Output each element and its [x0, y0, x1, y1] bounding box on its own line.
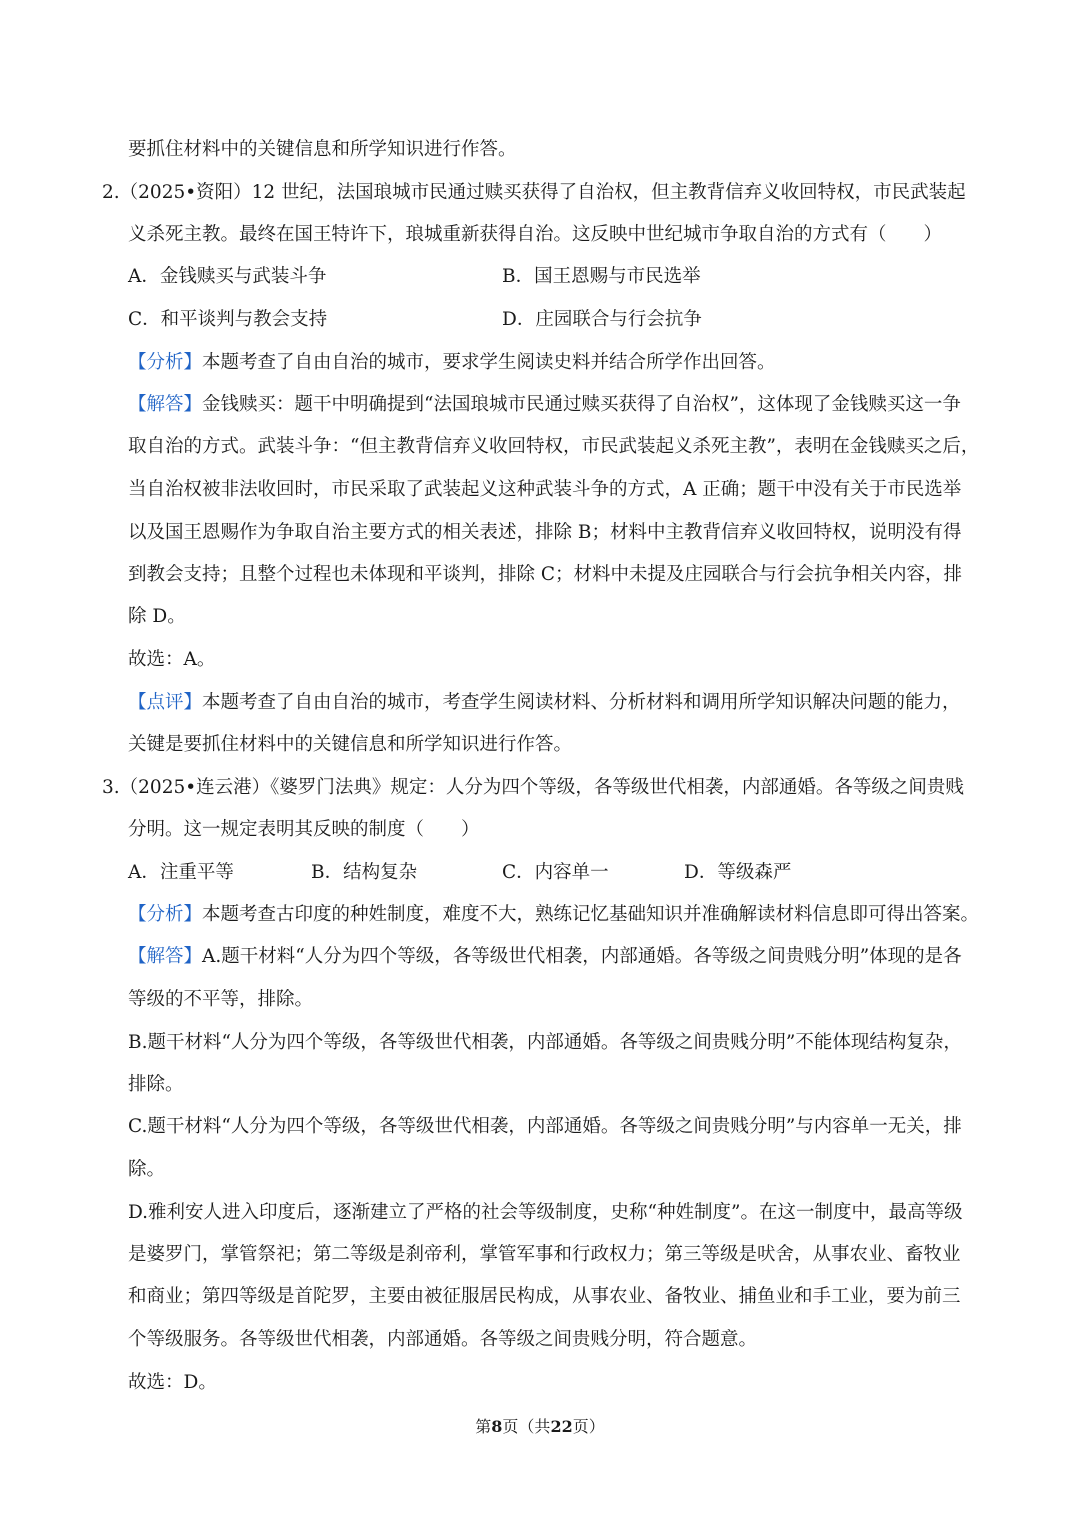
q3-choice: 故选：D。 [128, 1372, 217, 1393]
q3-answer-b-line1: B.题干材料“人分为四个等级，各等级世代相袭，内部通婚。各等级之间贵贱分明”不能体现结构复杂， [128, 1032, 962, 1053]
q3-option-a: A．注重平等 [128, 862, 234, 883]
q3-option-c: C．内容单一 [502, 862, 609, 883]
q2-analysis-text: 本题考查了自由自治的城市，要求学生阅读史料并结合所学作出回答。 [202, 352, 776, 373]
q3-answer-c-line1: C.题干材料“人分为四个等级，各等级世代相袭，内部通婚。各等级之间贵贱分明”与内容单一无关，排 [128, 1116, 962, 1137]
q2-answer-line6: 除 D。 [128, 606, 186, 627]
footer-prefix: 第 [475, 1417, 492, 1436]
q2-answer-text1: 金钱赎买：题干中明确提到“法国琅城市民通过赎买获得了自治权”，这体现了金钱赎买这一争 [202, 394, 961, 415]
q3-analysis-label: 【分析】 [128, 904, 203, 925]
q3-answer-a-text1: A.题干材料“人分为四个等级，各等级世代相袭，内部通婚。各等级之间贵贱分明”体现的是各 [202, 946, 962, 967]
q2-comment-line2: 关键是要抓住材料中的关键信息和所学知识进行作答。 [128, 734, 573, 755]
q2-stem-line1: 2.（2025•资阳）12 世纪，法国琅城市民通过赎买获得了自治权，但主教背信弃义收回特权，市民武装起 [102, 182, 966, 203]
q2-option-d: D．庄园联合与行会抗争 [502, 309, 702, 330]
q2-option-b: B．国王恩赐与市民选举 [502, 266, 701, 287]
q3-stem-line1: 3.（2025•连云港）《婆罗门法典》规定：人分为四个等级，各等级世代相袭，内部通婚。各等级之间贵贱 [102, 777, 964, 798]
footer-total-pages: 22 [550, 1417, 573, 1436]
q2-choice: 故选：A。 [128, 649, 216, 670]
q2-answer-line3: 当自治权被非法收回时，市民采取了武装起义这种武装斗争的方式，A 正确；题干中没有关于市民选举 [128, 479, 962, 500]
page-footer [0, 1414, 1080, 1437]
q3-answer-d-line1: D.雅利安人进入印度后，逐渐建立了严格的社会等级制度，史称“种姓制度”。在这一制度中，最高等级 [128, 1202, 963, 1223]
q2-answer-line5: 到教会支持；且整个过程也未体现和平谈判，排除 C；材料中未提及庄园联合与行会抗争相关内容，排 [128, 564, 963, 585]
q3-answer-a-line2: 等级的不平等，排除。 [128, 989, 314, 1010]
q2-stem-line2: 义杀死主教。最终在国王特许下，琅城重新获得自治。这反映中世纪城市争取自治的方式有（ ） [128, 224, 943, 245]
footer-suffix: 页） [572, 1417, 605, 1436]
q2-answer-line1 [0, 392, 1080, 418]
q2-option-a: A．金钱赎买与武装斗争 [128, 266, 327, 287]
q3-answer-a-line1 [0, 944, 1080, 970]
q3-answer-label: 【解答】 [128, 946, 203, 967]
q2-answer-line2: 取自治的方式。武装斗争：“但主教背信弃义收回特权，市民武装起义杀死主教”，表明在金钱赎买之后， [128, 436, 980, 457]
q2-analysis [0, 350, 1080, 376]
q3-answer-c-line2: 除。 [128, 1159, 166, 1180]
q2-option-c: C．和平谈判与教会支持 [128, 309, 328, 330]
q3-answer-b-line2: 排除。 [128, 1074, 184, 1095]
q3-stem-line2: 分明。这一规定表明其反映的制度（ ） [128, 819, 480, 840]
q3-answer-d-line2: 是婆罗门，掌管祭祀；第二等级是刹帝利，掌管军事和行政权力；第三等级是吠舍，从事农业、畜牧业 [128, 1244, 961, 1265]
q2-comment-text1: 本题考查了自由自治的城市，考查学生阅读材料、分析材料和调用所学知识解决问题的能力， [202, 692, 961, 713]
q3-analysis-text: 本题考查古印度的种姓制度，难度不大，熟练记忆基础知识并准确解读材料信息即可得出答案。 [202, 904, 980, 925]
q2-answer-line4: 以及国王恩赐作为争取自治主要方式的相关表述，排除 B；材料中主教背信弃义收回特权，说明没有得 [128, 522, 962, 543]
q2-comment-line1 [0, 690, 1080, 716]
q2-analysis-label: 【分析】 [128, 352, 203, 373]
q3-answer-d-line3: 和商业；第四等级是首陀罗，主要由被征服居民构成，从事农业、备牧业、捕鱼业和手工业，要为前三 [128, 1286, 961, 1307]
q2-answer-label: 【解答】 [128, 394, 203, 415]
q3-option-b: B．结构复杂 [311, 862, 418, 883]
q3-answer-d-line4: 个等级服务。各等级世代相袭，内部通婚。各等级之间贵贱分明，符合题意。 [128, 1329, 758, 1350]
footer-page-number: 8 [491, 1417, 503, 1436]
footer-middle: 页（共 [502, 1417, 551, 1436]
q3-analysis [0, 902, 1080, 928]
q3-option-d: D．等级森严 [684, 862, 792, 883]
intro-tail: 要抓住材料中的关键信息和所学知识进行作答。 [128, 139, 517, 160]
q2-comment-label: 【点评】 [128, 692, 203, 713]
